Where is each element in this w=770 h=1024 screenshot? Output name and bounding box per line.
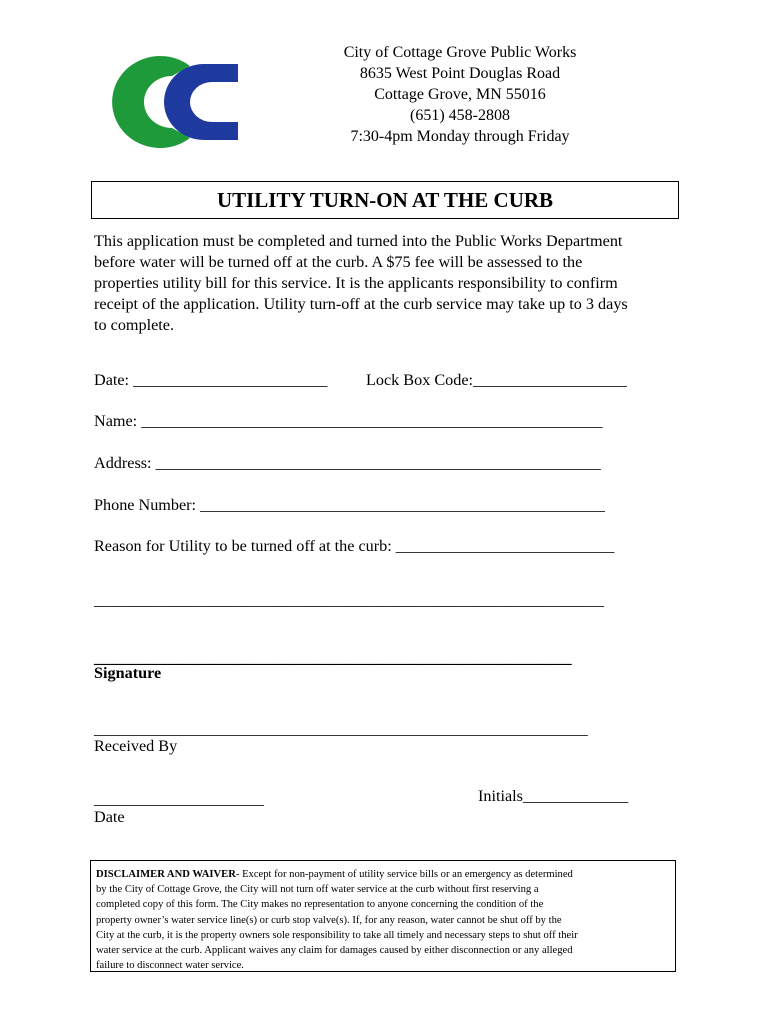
signature-label: Signature — [94, 664, 162, 682]
lockbox-field[interactable]: Lock Box Code:___________________ — [366, 371, 627, 389]
office-hours: 7:30-4pm Monday through Friday — [350, 128, 570, 145]
disclaimer-line: property owner’s water service line(s) or curb stop valve(s). If, for any reason, water cannot be shut off by the — [96, 914, 562, 926]
intro-line: receipt of the application. Utility turn-off at the curb service may take up to 3 days — [94, 295, 628, 313]
disclaimer-line: by the City of Cottage Grove, the City will not turn off water service at the curb without first reserving a — [96, 884, 539, 896]
office-header — [300, 42, 620, 147]
initials-field[interactable]: Initials_____________ — [478, 787, 629, 805]
intro-line: to complete. — [94, 316, 175, 334]
date-field[interactable]: Date: ________________________ — [94, 371, 328, 389]
disclaimer-line: water service at the curb. Applicant waives any claim for damages caused by either disconnection or any alleged — [96, 945, 573, 957]
city-logo — [92, 52, 238, 152]
intro-line: before water will be turned off at the curb. A $75 fee will be assessed to the — [94, 253, 583, 271]
disclaimer-box — [90, 860, 676, 972]
phone-number: (651) 458-2808 — [410, 107, 510, 124]
received-by-label: Received By — [94, 737, 178, 755]
disclaimer-line: failure to disconnect water service. — [96, 960, 244, 972]
disclaimer-line: City at the curb, it is the property owners sole responsibility to take all timely and necessary steps to shut off their — [96, 929, 578, 941]
intro-line: This application must be completed and turned into the Public Works Department — [94, 232, 623, 250]
address-field[interactable]: Address: _______________________________________________________ — [94, 454, 601, 472]
reason-continuation-line[interactable]: _______________________________________________________________ — [94, 591, 604, 609]
date-signed-line[interactable]: _____________________ — [94, 790, 264, 808]
reason-field[interactable]: Reason for Utility to be turned off at the curb: ___________________________ — [94, 537, 615, 555]
disclaimer-line: completed copy of this form. The City makes no representation to anyone concerning the condition of the — [96, 899, 544, 911]
street-address: 8635 West Point Douglas Road — [359, 65, 561, 82]
received-by-line[interactable]: _____________________________________________________________ — [94, 720, 588, 738]
name-field[interactable]: Name: _________________________________________________________ — [94, 412, 603, 430]
org-name: City of Cottage Grove Public Works — [343, 44, 577, 61]
phone-field[interactable]: Phone Number: __________________________________________________ — [94, 496, 605, 514]
disclaimer-line: - Except for non-payment of utility service bills or an emergency as determined — [235, 869, 573, 880]
date-signed-label: Date — [94, 808, 125, 826]
disclaimer-heading: DISCLAIMER AND WAIVER — [96, 869, 236, 880]
logo-inner-c — [164, 64, 238, 140]
signature-line[interactable]: ___________________________________________________________ — [94, 649, 572, 667]
intro-line: properties utility bill for this service. It is the applicants responsibility to confirm — [94, 274, 618, 292]
intro-paragraph — [94, 231, 684, 336]
form-title: UTILITY TURN-ON AT THE CURB — [91, 181, 679, 219]
city-state-zip: Cottage Grove, MN 55016 — [374, 86, 546, 103]
